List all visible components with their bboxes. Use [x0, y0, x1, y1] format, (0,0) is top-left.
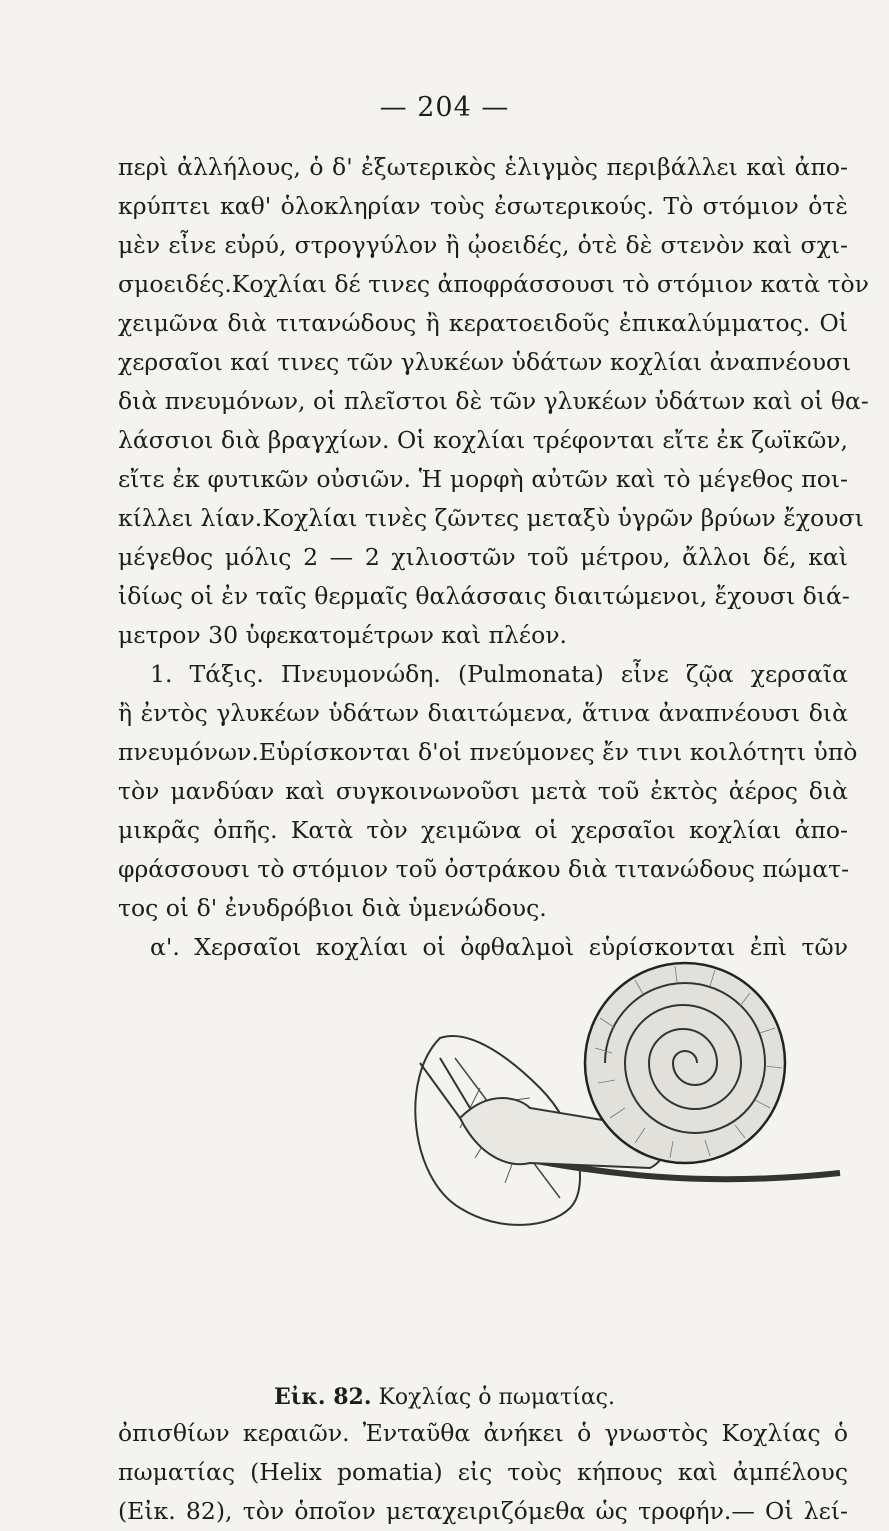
text-line: ἰδίως οἱ ἐν ταῖς θερμαῖς θαλάσσαις διαιτώμενοι, ἔχουσι διά-	[118, 582, 850, 610]
text-line: περὶ ἀλλήλους, ὁ δ' ἐξωτερικὸς ἑλιγμὸς περιβάλλει καὶ ἀπο-	[118, 153, 848, 181]
text-line: μικρᾶς ὀπῆς. Κατὰ τὸν χειμῶνα οἱ χερσαῖοι κοχλίαι ἀπο-	[118, 816, 848, 844]
text-line: κρύπτει καθ' ὁλοκληρίαν τοὺς ἐσωτερικούς. Τὸ στόμιον ὁτὲ	[118, 192, 848, 220]
text-line: ἢ ἐντὸς γλυκέων ὑδάτων διαιτώμενα, ἅτινα ἀναπνέουσι διὰ	[118, 699, 848, 727]
text-line: ὀπισθίων κεραιῶν. Ἐνταῦθα ἀνήκει ὁ γνωστὸς Κοχλίας ὁ	[118, 1419, 848, 1447]
body-text-bottom	[118, 1414, 848, 1531]
text-line: μέγεθος μόλις 2 — 2 χιλιοστῶν τοῦ μέτρου, ἄλλοι δέ, καὶ	[118, 543, 848, 571]
subsection-line: α'. Χερσαῖοι κοχλίαι οἱ ὀφθαλμοὶ εὑρίσκονται ἐπὶ τῶν	[150, 933, 848, 961]
snail-illustration	[400, 958, 860, 1288]
page-number: — 204 —	[379, 92, 510, 123]
text-line: τὸν μανδύαν καὶ συγκοινωνοῦσι μετὰ τοῦ ἐκτὸς ἀέρος διὰ	[118, 777, 848, 805]
figure-caption	[0, 1384, 889, 1410]
text-line: χερσαῖοι καί τινες τῶν γλυκέων ὑδάτων κοχλίαι ἀναπνέουσι	[118, 348, 852, 376]
text-line: λάσσιοι διὰ βραγχίων. Οἱ κοχλίαι τρέφονται εἴτε ἐκ ζωϊκῶν,	[118, 426, 848, 454]
text-line: πωματίας (Helix pomatia) εἰς τοὺς κήπους καὶ ἀμπέλους	[118, 1458, 848, 1486]
text-line: διὰ πνευμόνων, οἱ πλεῖστοι δὲ τῶν γλυκέων ὑδάτων καὶ οἱ θα-	[118, 387, 869, 415]
text-line: (Εἰκ. 82), τὸν ὁποῖον μεταχειριζόμεθα ὡς τροφήν.— Οἱ λεί-	[118, 1497, 848, 1525]
text-line: κίλλει λίαν.Κοχλίαι τινὲς ζῶντες μεταξὺ ὑγρῶν βρύων ἔχουσι	[118, 504, 864, 532]
text-line: τος οἱ δ' ἐνυδρόβιοι διὰ ὑμενώδους.	[118, 894, 547, 922]
body-text-top	[118, 148, 869, 967]
text-line: σμοειδές.Κοχλίαι δέ τινες ἀποφράσσουσι τὸ στόμιον κατὰ τὸν	[118, 270, 869, 298]
text-line: φράσσουσι τὸ στόμιον τοῦ ὀστράκου διὰ τιτανώδους πώματ-	[118, 855, 850, 883]
text-line: χειμῶνα διὰ τιτανώδους ἢ κερατοειδοῦς ἐπικαλύμματος. Οἱ	[118, 309, 848, 337]
caption-text: Κοχλίας ὁ πωματίας.	[378, 1385, 615, 1410]
section-heading-line: 1. Τάξις. Πνευμονώδη. (Pulmonata) εἶνε ζῷα χερσαῖα	[150, 660, 848, 688]
text-line: πνευμόνων.Εὑρίσκονται δ'οἱ πνεύμονες ἔν τινι κοιλότητι ὑπὸ	[118, 738, 858, 766]
text-line: μὲν εἶνε εὐρύ, στρογγύλον ἢ ᾠοειδές, ὁτὲ δὲ στενὸν καὶ σχι-	[118, 231, 848, 259]
text-line: μετρον 30 ὑφεκατομέτρων καὶ πλέον.	[118, 621, 568, 649]
caption-label: Εἰκ. 82.	[273, 1384, 372, 1410]
text-line: εἴτε ἐκ φυτικῶν οὐσιῶν. Ἡ μορφὴ αὐτῶν καὶ τὸ μέγεθος ποι-	[118, 465, 848, 493]
